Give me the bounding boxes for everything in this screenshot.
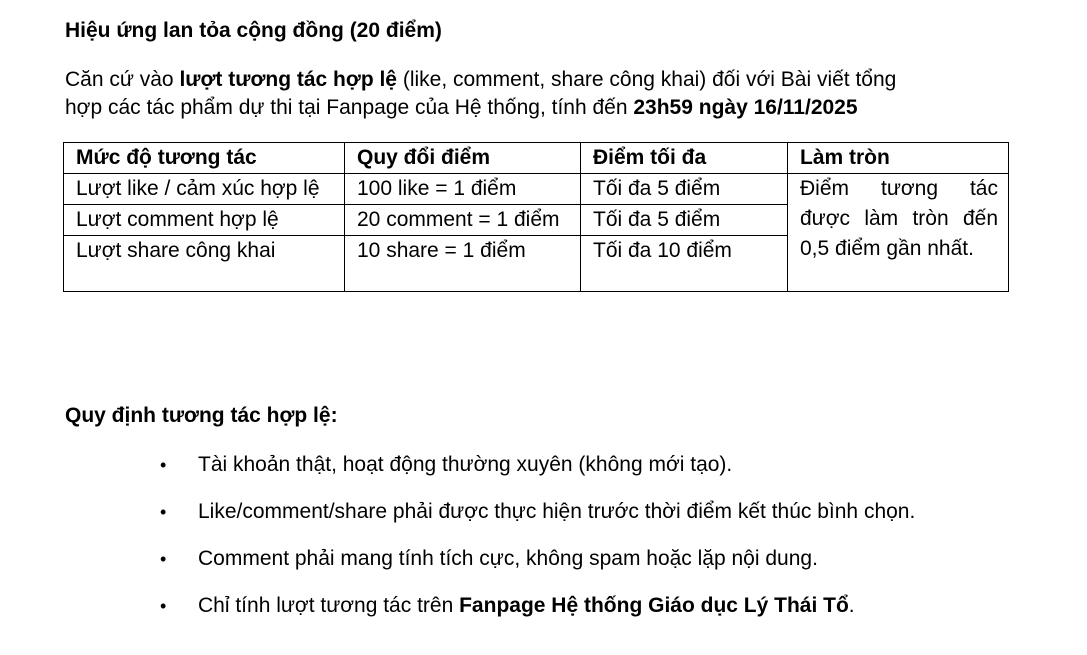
- table-cell: Lượt comment hợp lệ: [64, 205, 345, 236]
- intro-line-2: [65, 94, 1075, 122]
- table-cell: Lượt like / cảm xúc hợp lệ: [64, 174, 345, 205]
- list-item-text: Tài khoản thật, hoạt động thường xuyên (không mới tạo).: [198, 453, 733, 476]
- header-cell-level: Mức độ tương tác: [64, 143, 345, 174]
- intro-text: (like, comment, share công khai) đối với Bài viết tổng: [397, 68, 897, 91]
- bullet-icon: •: [160, 596, 167, 616]
- header-cell-rounding: Làm tròn: [788, 143, 1009, 174]
- table-cell: 100 like = 1 điểm: [345, 174, 581, 205]
- intro-bold-interactions: lượt tương tác hợp lệ: [179, 68, 397, 91]
- list-item-text: Comment phải mang tính tích cực, không spam hoặc lặp nội dung.: [198, 547, 818, 570]
- intro-bold-deadline: 23h59 ngày 16/11/2025: [633, 96, 858, 119]
- rounding-note-cell: Điểm tương tác được làm tròn đến 0,5 điểm gần nhất.: [788, 174, 1009, 292]
- section-heading: Hiệu ứng lan tỏa cộng đồng (20 điểm): [65, 19, 442, 42]
- list-item-text: Like/comment/share phải được thực hiện trước thời điểm kết thúc bình chọn.: [198, 500, 916, 523]
- intro-text: hợp các tác phẩm dự thi tại Fanpage của Hệ thống, tính đến: [65, 96, 634, 119]
- list-item-period: .: [848, 594, 855, 617]
- list-item-text: [198, 591, 855, 621]
- table-cell: Lượt share công khai: [64, 236, 345, 292]
- table-cell: Tối đa 5 điểm: [581, 205, 788, 236]
- intro-text: Căn cứ vào: [65, 68, 180, 91]
- table-cell: Tối đa 5 điểm: [581, 174, 788, 205]
- table-cell: 10 share = 1 điểm: [345, 236, 581, 292]
- table-cell: Tối đa 10 điểm: [581, 236, 788, 292]
- list-item-text-plain: Chỉ tính lượt tương tác trên: [198, 594, 460, 617]
- bullet-icon: •: [160, 502, 167, 522]
- table-header-row: [64, 143, 1009, 174]
- bullet-icon: •: [160, 455, 167, 475]
- rules-heading: Quy định tương tác hợp lệ:: [65, 404, 338, 427]
- scoring-table: [63, 142, 1009, 292]
- table-cell: 20 comment = 1 điểm: [345, 205, 581, 236]
- header-cell-max: Điểm tối đa: [581, 143, 788, 174]
- table-row: [64, 174, 1009, 205]
- bullet-icon: •: [160, 549, 167, 569]
- fanpage-name: Fanpage Hệ thống Giáo dục Lý Thái Tổ: [459, 594, 849, 617]
- intro-line-1: [65, 66, 1075, 94]
- header-cell-conversion: Quy đổi điểm: [345, 143, 581, 174]
- intro-paragraph: [65, 66, 1075, 122]
